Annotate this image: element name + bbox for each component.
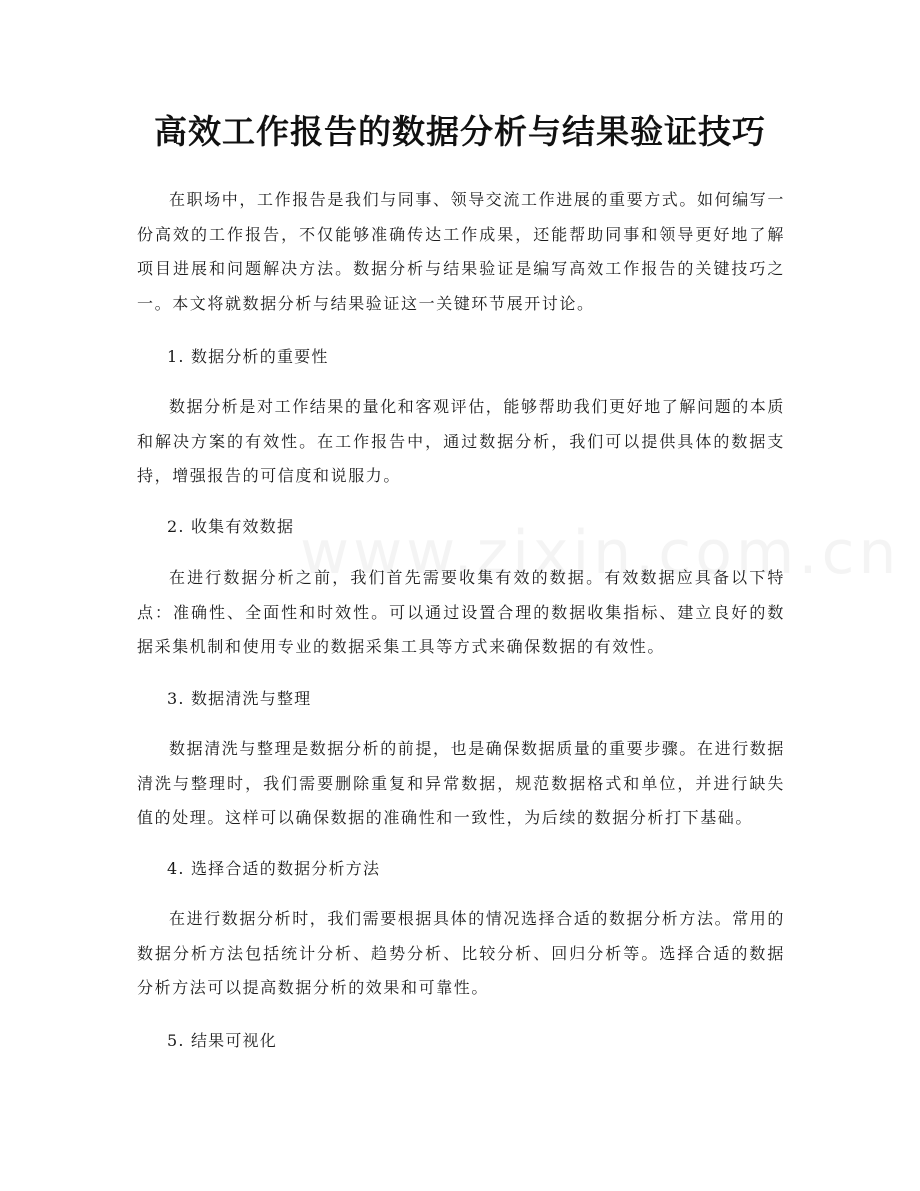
section-heading-1: 1. 数据分析的重要性 (167, 347, 329, 366)
section-body-4: 在进行数据分析时，我们需要根据具体的情况选择合适的数据分析方法。常用的数据分析方法包括统计分析、趋势分析、比较分析、回归分析等。选择合适的数据分析方法可以提高数据分析的效果和可靠性。 (137, 909, 786, 997)
page-title: 高效工作报告的数据分析与结果验证技巧 (154, 112, 766, 151)
intro-paragraph: 在职场中，工作报告是我们与同事、领导交流工作进展的重要方式。如何编写一份高效的工作报告，不仅能够准确传达工作成果，还能帮助同事和领导更好地了解项目进展和问题解决方法。数据分析与结果验证是编写高效工作报告的关键技巧之一。本文将就数据分析与结果验证这一关键环节展开讨论。 (137, 190, 786, 313)
section-heading-4: 4. 选择合适的数据分析方法 (167, 859, 381, 878)
section-body-1: 数据分析是对工作结果的量化和客观评估，能够帮助我们更好地了解问题的本质和解决方案的有效性。在工作报告中，通过数据分析，我们可以提供具体的数据支持，增强报告的可信度和说服力。 (137, 397, 786, 485)
section-heading-2: 2. 收集有效数据 (167, 517, 295, 536)
section-body-2: 在进行数据分析之前，我们首先需要收集有效的数据。有效数据应具备以下特点：准确性、全面性和时效性。可以通过设置合理的数据收集指标、建立良好的数据采集机制和使用专业的数据采集工具等方式来确保数据的有效性。 (137, 568, 785, 656)
section-body-3: 数据清洗与整理是数据分析的前提，也是确保数据质量的重要步骤。在进行数据清洗与整理时，我们需要删除重复和异常数据，规范数据格式和单位，并进行缺失值的处理。这样可以确保数据的准确性和一致性，为后续的数据分析打下基础。 (137, 739, 786, 827)
section-heading-5: 5. 结果可视化 (167, 1031, 277, 1050)
section-heading-3: 3. 数据清洗与整理 (167, 689, 312, 708)
